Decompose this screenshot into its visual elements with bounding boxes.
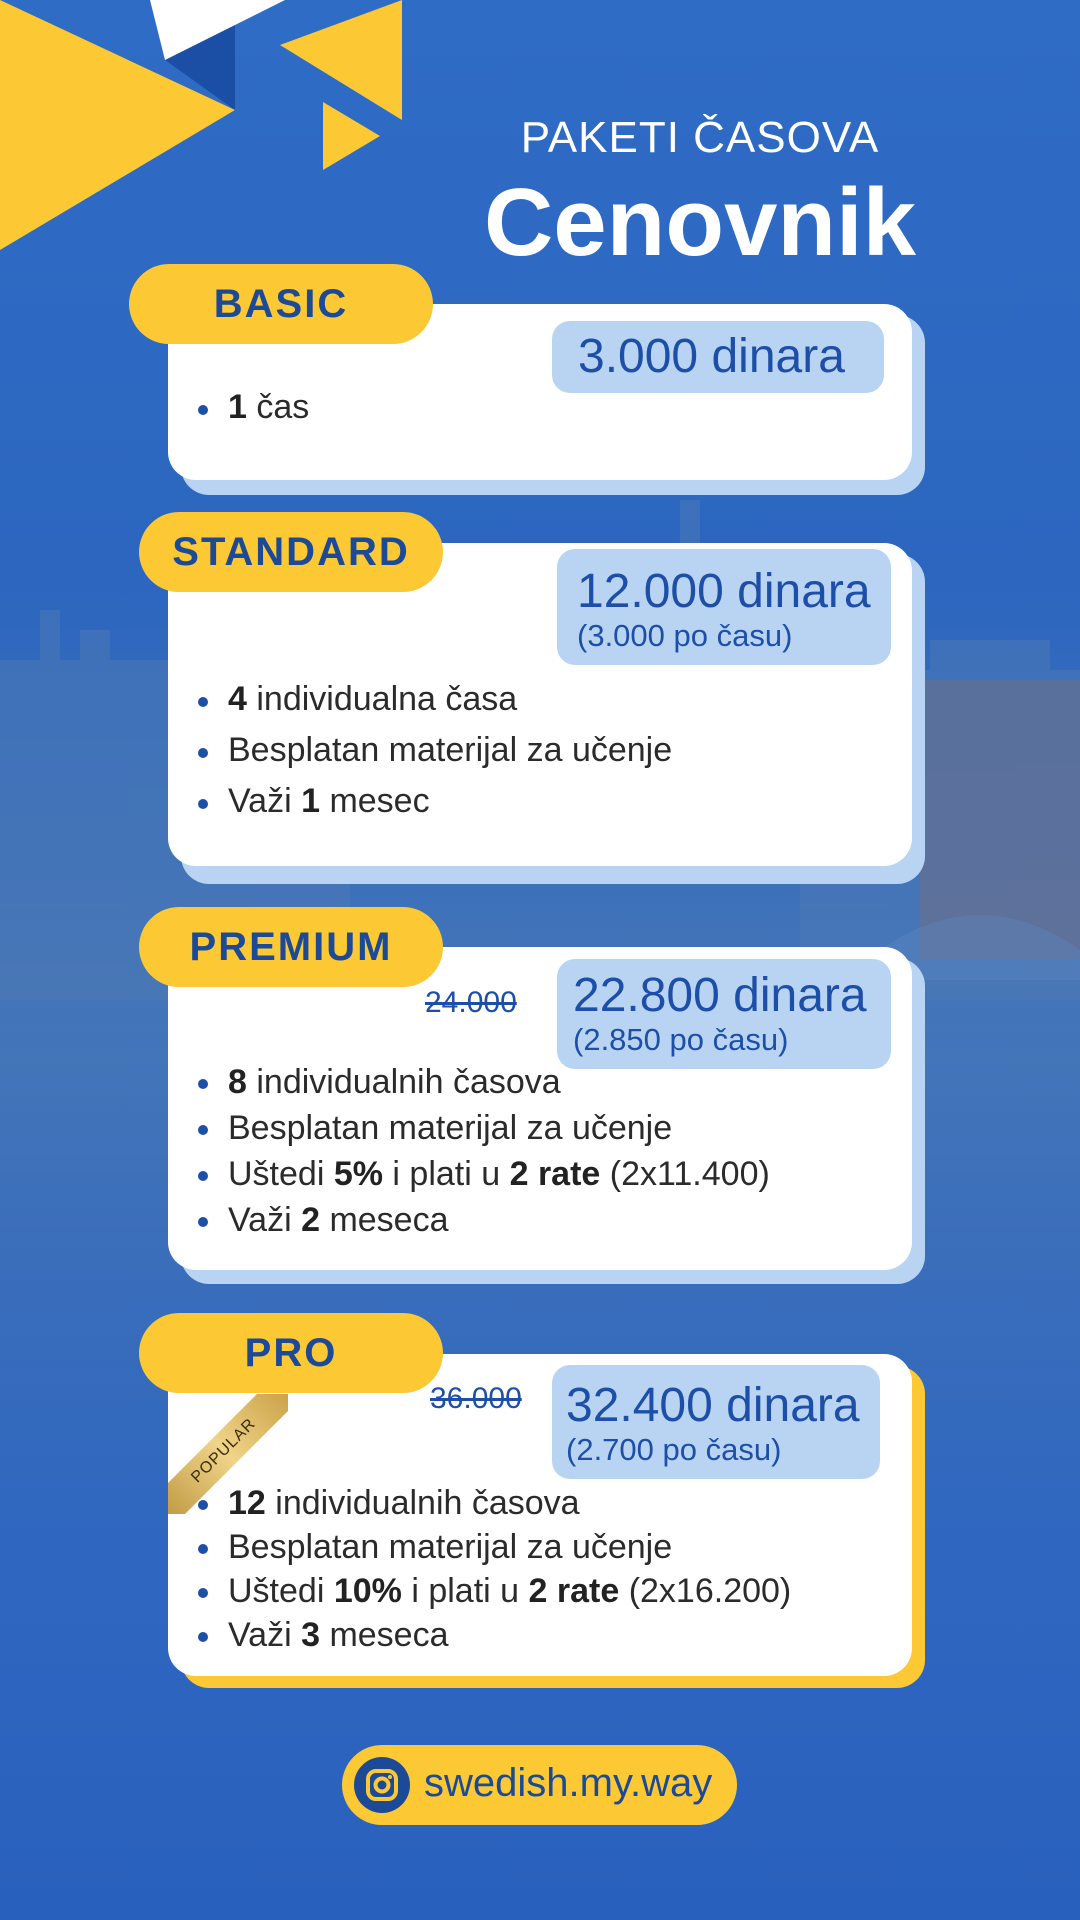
feature-list bbox=[198, 674, 672, 827]
price-box bbox=[552, 1365, 880, 1479]
price: 3.000 dinara bbox=[578, 330, 845, 383]
feature-list bbox=[198, 1481, 791, 1657]
package-tab-basic bbox=[129, 264, 433, 344]
price-box bbox=[557, 549, 891, 665]
price: 22.800 dinara bbox=[573, 969, 867, 1022]
feature-item: Besplatan materijal za učenje bbox=[198, 725, 672, 776]
header-subtitle: PAKETI ČASOVA bbox=[520, 113, 880, 162]
feature-item: 1 čas bbox=[198, 388, 309, 427]
feature-item: Važi 2 meseca bbox=[198, 1197, 770, 1243]
price-per-lesson: (2.700 po času) bbox=[566, 1432, 782, 1467]
decorative-triangles bbox=[0, 0, 420, 260]
feature-item: Važi 3 meseca bbox=[198, 1613, 791, 1657]
package-name: PREMIUM bbox=[189, 924, 393, 969]
price-box bbox=[552, 321, 884, 393]
feature-item: Besplatan materijal za učenje bbox=[198, 1525, 791, 1569]
package-tab-standard bbox=[139, 512, 443, 592]
package-tab-pro bbox=[139, 1313, 443, 1393]
package-name: STANDARD bbox=[172, 529, 410, 574]
feature-item: Važi 1 mesec bbox=[198, 776, 672, 827]
instagram-icon bbox=[354, 1757, 410, 1813]
old-price: 24.000 bbox=[425, 986, 517, 1019]
page-title: Cenovnik bbox=[483, 169, 917, 276]
feature-item: Uštedi 5% i plati u 2 rate (2x11.400) bbox=[198, 1151, 770, 1197]
price: 32.400 dinara bbox=[566, 1379, 860, 1432]
price-per-lesson: (3.000 po času) bbox=[577, 618, 793, 653]
feature-list bbox=[198, 388, 309, 427]
feature-list bbox=[198, 1059, 770, 1243]
package-tab-premium bbox=[139, 907, 443, 987]
package-name: PRO bbox=[244, 1330, 338, 1375]
price-per-lesson: (2.850 po času) bbox=[573, 1022, 789, 1057]
feature-item: 8 individualnih časova bbox=[198, 1059, 770, 1105]
price-box bbox=[557, 959, 891, 1069]
feature-item: 4 individualna časa bbox=[198, 674, 672, 725]
price: 12.000 dinara bbox=[577, 565, 871, 618]
feature-item: 12 individualnih časova bbox=[198, 1481, 791, 1525]
old-price: 36.000 bbox=[430, 1382, 522, 1415]
instagram-link[interactable] bbox=[342, 1745, 737, 1825]
feature-item: Uštedi 10% i plati u 2 rate (2x16.200) bbox=[198, 1569, 791, 1613]
feature-item: Besplatan materijal za učenje bbox=[198, 1105, 770, 1151]
instagram-handle: swedish.my.way bbox=[424, 1761, 713, 1805]
package-name: BASIC bbox=[213, 281, 349, 326]
popular-badge: POPULAR bbox=[168, 1394, 288, 1514]
